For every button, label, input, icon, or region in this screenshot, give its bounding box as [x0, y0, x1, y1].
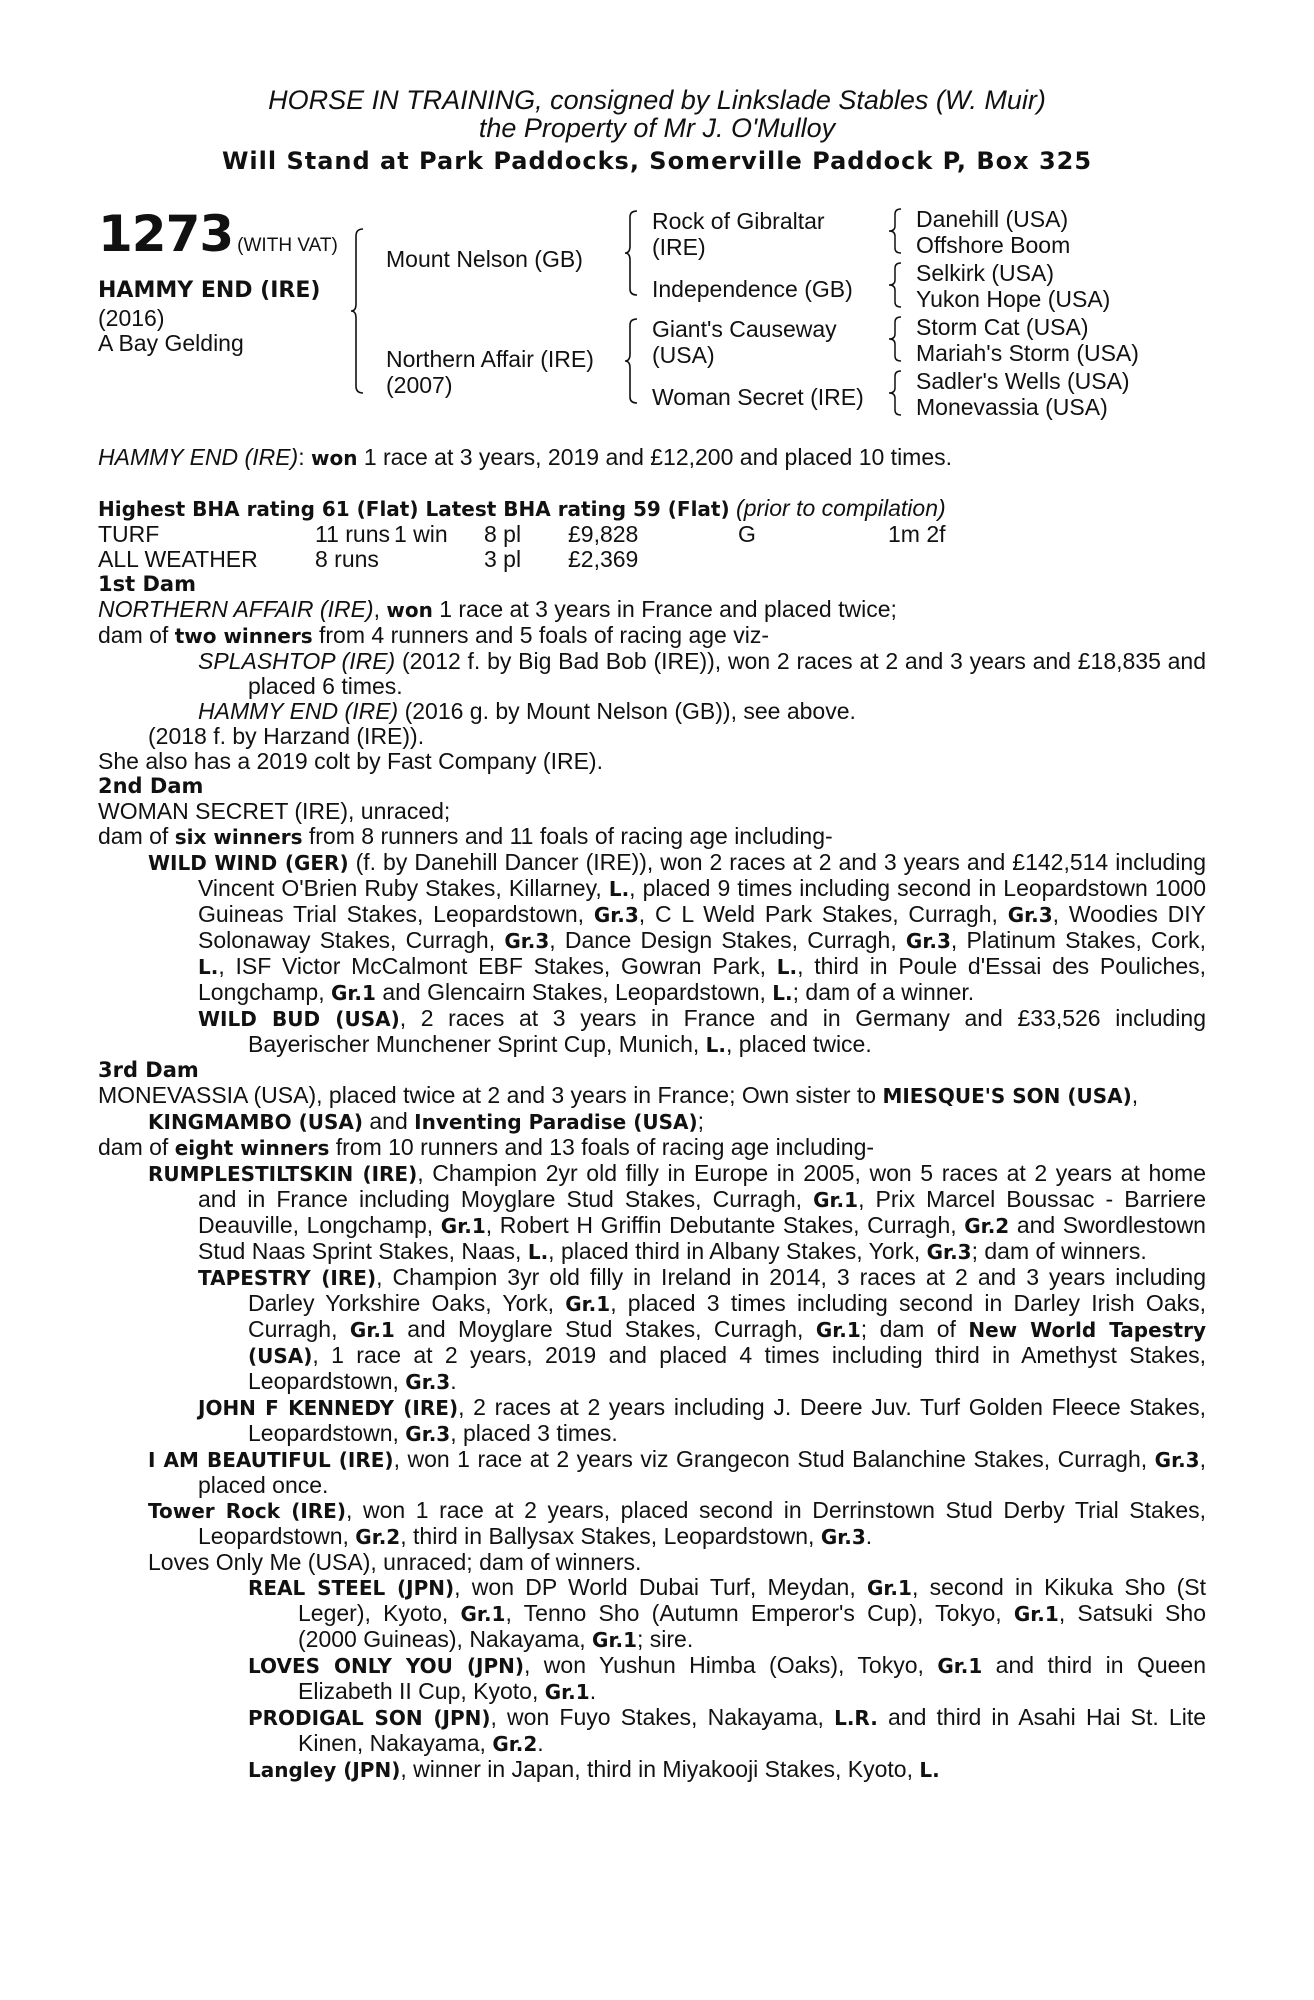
text: . — [450, 1368, 457, 1394]
text: , Champion 2yr old filly in Europe in 2005, won 5 races at 2 years at home and in France including Moyglare Stud Stakes, Curragh, — [198, 1160, 1206, 1212]
grade: L. — [198, 955, 219, 979]
ratings-note: (prior to compilation) — [736, 495, 946, 521]
bha-ratings: Highest BHA rating 61 (Flat) Latest BHA rating 59 (Flat) — [98, 497, 730, 521]
horse-name: HAMMY END (IRE) — [98, 278, 321, 303]
brace-icon — [888, 370, 902, 416]
winners-count: eight winners — [174, 1136, 330, 1160]
text: from 10 runners and 13 foals of racing age including- — [329, 1134, 875, 1160]
text: ; — [697, 1108, 704, 1134]
text: ; sire. — [637, 1626, 694, 1652]
pedigree-gen3: Mariah's Storm (USA) — [916, 340, 1139, 366]
progeny-entry — [98, 1161, 1206, 1265]
lot-number-block — [98, 205, 338, 263]
form-surface: TURF — [98, 521, 160, 547]
text: dam of — [98, 622, 175, 648]
consignor-line: HORSE IN TRAINING, consigned by Linkslade Stables (W. Muir) — [268, 85, 1046, 115]
text: , Woodies DIY Solonaway Stakes, Curragh, — [198, 901, 1207, 953]
grade: L.R. — [834, 1706, 878, 1730]
text: , 1 race at 2 years, 2019 and placed 4 times including third in Amethyst Stakes, Leopardstown, — [248, 1342, 1206, 1394]
text: , 2 races at 2 years including J. Deere Juv. Turf Golden Fleece Stakes, Leopardstown, — [248, 1394, 1207, 1446]
text: ; dam of winners. — [971, 1238, 1147, 1264]
pedigree-sire-sire: Rock of Gibraltar — [652, 208, 825, 234]
text: from 4 runners and 5 foals of racing age viz- — [312, 622, 770, 648]
form-placed: 3 pl — [484, 546, 522, 572]
text: , Satsuki Sho (2000 Guineas), Nakayama, — [298, 1600, 1206, 1652]
progeny-name: WILD BUD (USA) — [198, 1007, 400, 1031]
text: , C L Weld Park Stakes, Curragh, — [638, 901, 1008, 927]
grade: L. — [772, 981, 793, 1005]
grade: Gr.1 — [815, 1318, 861, 1342]
grade: Gr.1 — [440, 1214, 486, 1238]
progeny-name: RUMPLESTILTSKIN (IRE) — [148, 1162, 418, 1186]
text: (f. by Danehill Dancer (IRE)), won 2 races at 2 and 3 years and £142,514 including Vincent O'Brien Ruby Stakes, Killarney, — [198, 849, 1207, 901]
grade: Gr.3 — [905, 929, 951, 953]
pedigree-gen3: Monevassia (USA) — [916, 394, 1108, 420]
progeny-name: JOHN F KENNEDY (IRE) — [198, 1396, 459, 1420]
grade: Gr.1 — [544, 1680, 590, 1704]
grade: Gr.3 — [1007, 903, 1053, 927]
grade: L. — [919, 1758, 940, 1782]
grade: Gr.1 — [330, 981, 376, 1005]
brace-icon — [888, 208, 902, 254]
brace-icon — [624, 210, 638, 296]
progeny-entry — [98, 1705, 1206, 1757]
progeny-name: PRODIGAL SON (JPN) — [248, 1706, 491, 1730]
text: and — [363, 1108, 415, 1134]
grade: Gr.1 — [460, 1602, 506, 1626]
dam1-footnote: She also has a 2019 colt by Fast Company (IRE). — [98, 748, 603, 774]
text: . — [589, 1678, 597, 1704]
grade: Gr.1 — [349, 1318, 395, 1342]
text: , placed 9 times including second in Leopardstown 1000 Guineas Trial Stakes, Leopardstown, — [198, 875, 1207, 927]
horse-year: (2016) — [98, 305, 165, 331]
grade: Gr.1 — [1013, 1602, 1059, 1626]
text: , won Fuyo Stakes, Nakayama, — [490, 1704, 835, 1730]
pedigree-gen3: Yukon Hope (USA) — [916, 286, 1111, 312]
progeny-entry — [98, 1498, 1206, 1550]
summary-horse-name: HAMMY END (IRE) — [98, 444, 299, 470]
sibling-name: MIESQUE'S SON (USA) — [882, 1084, 1132, 1108]
section-title-1st-dam: 1st Dam — [98, 572, 196, 596]
catalogue-body — [98, 445, 1206, 1783]
location-line: Will Stand at Park Paddocks, Somerville Paddock P, Box 325 — [221, 147, 1093, 175]
race-summary: HAMMY END (IRE): won 1 race at 3 years, 2019 and £12,200 and placed 10 times. — [98, 444, 953, 470]
text: , placed once. — [198, 1446, 1206, 1498]
text: and third in Asahi Hai St. Lite Kinen, Nakayama, — [298, 1704, 1206, 1756]
progeny-entry — [98, 1265, 1206, 1395]
progeny-entry — [98, 1395, 1206, 1447]
grade: Gr.1 — [565, 1292, 611, 1316]
form-going: G — [738, 521, 756, 547]
progeny-text: (2012 f. by Big Bad Bob (IRE)), won 2 races at 2 and 3 years and £18,835 and placed 6 times. — [248, 648, 1207, 699]
pedigree-sire-dam: Independence (GB) — [652, 276, 853, 302]
grade: Gr.3 — [1154, 1448, 1200, 1472]
progeny-entry: Loves Only Me (USA), unraced; dam of winners. — [148, 1549, 642, 1575]
dam1-line1: NORTHERN AFFAIR (IRE), won 1 race at 3 years in France and placed twice; — [98, 596, 897, 622]
progeny-entry — [98, 850, 1206, 1006]
text: ; dam of a winner. — [792, 979, 975, 1005]
won-label: won — [386, 598, 433, 622]
dam1-name: NORTHERN AFFAIR (IRE) — [98, 596, 374, 622]
text: , Platinum Stakes, Cork, — [950, 927, 1206, 953]
grade: Gr.2 — [492, 1732, 538, 1756]
text: , Dance Design Stakes, Curragh, — [549, 927, 906, 953]
text: , placed 3 times. — [450, 1420, 618, 1446]
grade: L. — [776, 955, 798, 979]
form-prize: £9,828 — [568, 521, 639, 547]
text: . — [537, 1730, 544, 1756]
pedigree-dam-year: (2007) — [386, 372, 453, 398]
progeny-name: New World Tapestry (USA) — [248, 1318, 1207, 1368]
text: and Swordlestown Stud Naas Sprint Stakes, Naas, — [198, 1212, 1206, 1264]
progeny-name: TAPESTRY (IRE) — [198, 1266, 377, 1290]
section-title-2nd-dam: 2nd Dam — [98, 774, 204, 798]
brace-icon — [888, 316, 902, 362]
progeny-text: (2016 g. by Mount Nelson (GB)), see above. — [398, 698, 856, 724]
text: , won 1 race at 2 years viz Grangecon Stud Balanchine Stakes, Curragh, — [393, 1446, 1155, 1472]
form-runs: 8 runs — [315, 546, 379, 572]
pedigree-sire: Mount Nelson (GB) — [386, 246, 583, 272]
text: , placed third in Albany Stakes, York, — [548, 1238, 927, 1264]
progeny-name: Tower Rock (IRE) — [148, 1499, 346, 1523]
text: from 8 runners and 11 foals of racing age including- — [302, 823, 833, 849]
progeny-entry — [98, 1653, 1206, 1705]
pedigree-gen3: Selkirk (USA) — [916, 260, 1055, 286]
text: and Moyglare Stud Stakes, Curragh, — [394, 1316, 816, 1342]
progeny-name: Langley (JPN) — [248, 1758, 401, 1782]
text: ; dam of — [860, 1316, 969, 1342]
text: , won Yushun Himba (Oaks), Tokyo, — [524, 1652, 938, 1678]
ratings-line — [98, 496, 1206, 522]
text: and Glencairn Stakes, Leopardstown, — [375, 979, 773, 1005]
grade: Gr.1 — [937, 1654, 983, 1678]
dam1-text: 1 race at 3 years in France and placed twice; — [432, 596, 897, 622]
progeny-name: HAMMY END (IRE) — [198, 698, 399, 724]
dam3-line1 — [98, 1083, 1206, 1135]
text: , Prix Marcel Boussac - Barriere Deauville, Longchamp, — [198, 1186, 1206, 1238]
progeny-name: LOVES ONLY YOU (JPN) — [248, 1654, 524, 1678]
pedigree-gen3: Danehill (USA) — [916, 206, 1069, 232]
text: and third in Queen Elizabeth II Cup, Kyoto, — [298, 1652, 1207, 1704]
text: , Champion 3yr old filly in Ireland in 2014, 3 races at 2 and 3 years including Darley Yorkshire Oaks, York, — [248, 1264, 1207, 1316]
progeny-entry: (2018 f. by Harzand (IRE)). — [148, 723, 425, 749]
grade: Gr.3 — [405, 1370, 451, 1394]
progeny-entry — [98, 699, 1206, 724]
progeny-entry — [98, 1575, 1206, 1653]
pedigree-dam: Northern Affair (IRE) — [386, 346, 594, 372]
text: , third in Ballysax Stakes, Leopardstown, — [400, 1523, 821, 1549]
grade: L. — [527, 1240, 549, 1264]
form-surface: ALL WEATHER — [98, 546, 258, 572]
text: , winner in Japan, third in Miyakooji Stakes, Kyoto, — [400, 1756, 920, 1782]
pedigree-gen3: Storm Cat (USA) — [916, 314, 1089, 340]
sibling-name: Inventing Paradise (USA) — [414, 1110, 698, 1134]
pedigree-dam-dam: Woman Secret (IRE) — [652, 384, 864, 410]
grade: Gr.3 — [593, 903, 639, 927]
horse-description: A Bay Gelding — [98, 330, 244, 356]
grade: Gr.1 — [592, 1628, 637, 1652]
grade: Gr.2 — [964, 1214, 1010, 1238]
text: , won 1 race at 2 years, placed second in Derrinstown Stud Derby Trial Stakes, Leopardstown, — [198, 1497, 1206, 1549]
dam1-line2 — [98, 623, 1206, 649]
text: , won DP World Dubai Turf, Meydan, — [454, 1574, 867, 1600]
summary-text: 1 race at 3 years, 2019 and £12,200 and placed 10 times. — [357, 444, 953, 470]
grade: Gr.3 — [820, 1525, 866, 1549]
text: , Robert H Griffin Debutante Stakes, Curragh, — [485, 1212, 965, 1238]
brace-icon — [624, 318, 638, 404]
progeny-name: REAL STEEL (JPN) — [248, 1576, 455, 1600]
text: dam of — [98, 1134, 175, 1160]
grade: L. — [705, 1033, 726, 1057]
progeny-entry — [98, 1006, 1206, 1058]
form-prize: £2,369 — [568, 546, 639, 572]
text: , placed 3 times including second in Darley Irish Oaks, Curragh, — [248, 1290, 1206, 1342]
text: , Tenno Sho (Autumn Emperor's Cup), Tokyo, — [505, 1600, 1014, 1626]
text: dam of — [98, 823, 175, 849]
text: , second in Kikuka Sho (St Leger), Kyoto, — [298, 1574, 1206, 1626]
pedigree-gen3: Sadler's Wells (USA) — [916, 368, 1130, 394]
form-placed: 8 pl — [484, 521, 522, 547]
brace-icon — [350, 228, 364, 394]
dam3-line2 — [98, 1135, 1206, 1161]
grade: Gr.1 — [813, 1188, 859, 1212]
progeny-entry — [98, 1447, 1206, 1498]
winners-count: six winners — [174, 825, 303, 849]
text: , placed twice. — [726, 1031, 872, 1057]
dam2-line2 — [98, 824, 1206, 850]
pedigree-gen3: Offshore Boom — [916, 232, 1071, 258]
progeny-name: I AM BEAUTIFUL (IRE) — [148, 1448, 394, 1472]
form-distance: 1m 2f — [888, 521, 946, 547]
section-title-3rd-dam: 3rd Dam — [98, 1058, 199, 1082]
text: MONEVASSIA (USA), placed twice at 2 and 3 years in France; Own sister to — [98, 1082, 883, 1108]
text: , — [1131, 1082, 1139, 1108]
progeny-entry — [98, 649, 1206, 699]
grade: Gr.3 — [405, 1422, 451, 1446]
progeny-name: SPLASHTOP (IRE) — [198, 648, 396, 674]
text: , ISF Victor McCalmont EBF Stakes, Gowran Park, — [218, 953, 777, 979]
brace-icon — [888, 262, 902, 308]
text: , third in Poule d'Essai des Pouliches, Longchamp, — [198, 953, 1207, 1005]
vat-label: (WITH VAT) — [237, 235, 338, 256]
progeny-entry — [98, 1757, 1206, 1783]
pedigree-dam-sire: Giant's Causeway — [652, 316, 837, 342]
text: . — [865, 1523, 873, 1549]
grade: L. — [608, 877, 630, 901]
grade: Gr.3 — [926, 1240, 972, 1264]
form-table — [98, 522, 1206, 572]
pedigree-sire-sire-country: (IRE) — [652, 234, 706, 260]
text: , 2 races at 3 years in France and in Germany and £33,526 including Bayerischer Munchener Sprint Cup, Munich, — [248, 1005, 1206, 1057]
dam2-line1: WOMAN SECRET (IRE), unraced; — [98, 798, 451, 824]
sibling-name: KINGMAMBO (USA) — [148, 1110, 363, 1134]
pedigree-dam-sire-country: (USA) — [652, 342, 715, 368]
grade: Gr.2 — [355, 1525, 401, 1549]
winners-count: two winners — [174, 624, 313, 648]
progeny-name: WILD WIND (GER) — [148, 851, 349, 875]
property-line: the Property of Mr J. O'Mulloy — [478, 113, 836, 143]
grade: Gr.3 — [504, 929, 550, 953]
lot-number: 1273 — [98, 205, 234, 263]
grade: Gr.1 — [867, 1576, 912, 1600]
form-wins: 1 win — [394, 521, 448, 547]
form-runs: 11 runs — [315, 521, 391, 547]
won-label: won — [310, 446, 358, 470]
